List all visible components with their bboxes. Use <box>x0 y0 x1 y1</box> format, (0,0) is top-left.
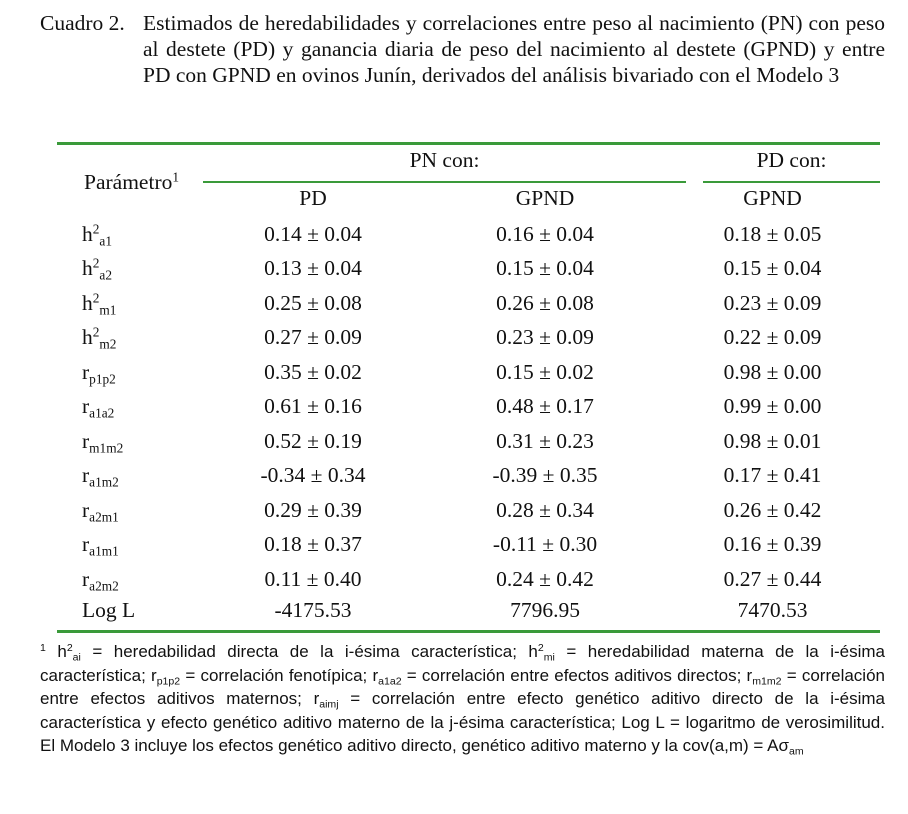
footnote-text: = correlación entre efecto genético aditivo directo de la i-ésima característica y efecto genético aditivo materno de la j-ésima característica; Log L = logaritmo de verosimilitud. El Modelo 3 incluye los efectos genético aditivo directo, genético aditivo materno y la cov(a,m) = Aσ <box>40 689 885 755</box>
parameter-subscript: a1m2 <box>89 474 119 490</box>
parameter-symbol: Log L <box>82 598 136 622</box>
table-cell: 7796.95 <box>510 598 580 622</box>
column-header-gpnd: GPND <box>515 186 575 210</box>
table-cell: 0.18 ± 0.37 <box>264 532 362 556</box>
table-cell: 0.29 ± 0.39 <box>264 498 362 522</box>
table-top-rule <box>57 142 880 145</box>
table-cell: 0.14 ± 0.04 <box>264 222 362 246</box>
table-cell: 0.13 ± 0.04 <box>264 256 362 280</box>
row-parameter <box>82 498 119 523</box>
row-parameter <box>82 325 116 350</box>
table-row <box>0 222 908 256</box>
table-cell: 0.18 ± 0.05 <box>723 222 822 246</box>
table-bottom-rule <box>57 630 880 633</box>
footnote-text: h <box>57 642 67 661</box>
footnote-text: = correlación entre efectos aditivos maternos; r <box>40 665 885 708</box>
param-header-note: 1 <box>172 169 180 185</box>
footnote-text: = correlación fenotípica; r <box>180 665 379 685</box>
table-row <box>0 598 908 632</box>
table-row <box>0 291 908 325</box>
table-cell: 0.27 ± 0.09 <box>264 325 362 349</box>
table-cell: -0.39 ± 0.35 <box>492 463 598 487</box>
parameter-symbol: r <box>82 394 90 418</box>
table-cell: 0.26 ± 0.42 <box>723 498 822 522</box>
param-header <box>84 170 179 195</box>
caption-label: Cuadro 2. <box>40 11 125 35</box>
table-row <box>0 394 908 428</box>
parameter-symbol: r <box>82 498 90 522</box>
table-cell: 0.99 ± 0.00 <box>723 394 822 418</box>
footnote-text: mi <box>543 651 555 664</box>
row-parameter <box>82 429 123 454</box>
table-cell: 0.52 ± 0.19 <box>264 429 362 453</box>
footnote-text: ai <box>72 651 81 664</box>
group-header-pd: PD con: <box>756 148 827 172</box>
table-cell: 0.23 ± 0.09 <box>496 325 594 349</box>
table-cell: 0.17 ± 0.41 <box>723 463 822 487</box>
parameter-subscript: a1 <box>99 233 113 249</box>
table-cell: 0.26 ± 0.08 <box>496 291 594 315</box>
table-cell: 0.28 ± 0.34 <box>496 498 594 522</box>
table-cell: 0.98 ± 0.00 <box>723 360 822 384</box>
group-header-pn: PN con: <box>409 148 480 172</box>
parameter-subscript: a1a2 <box>89 405 115 421</box>
parameter-subscript: a1m1 <box>89 543 119 559</box>
row-parameter <box>82 360 116 385</box>
table-caption <box>40 10 885 88</box>
table-footnote <box>40 640 885 758</box>
table-cell: 0.15 ± 0.02 <box>496 360 594 384</box>
table-row <box>0 498 908 532</box>
row-parameter <box>82 598 135 623</box>
table-cell: 0.16 ± 0.39 <box>723 532 822 556</box>
footnote-text: a1a2 <box>378 675 402 688</box>
table-cell: 0.98 ± 0.01 <box>723 429 822 453</box>
footnote-text: p1p2 <box>156 675 181 688</box>
table-cell: 0.16 ± 0.04 <box>496 222 594 246</box>
row-parameter <box>82 532 119 557</box>
parameter-symbol: h <box>82 222 93 246</box>
caption-text: Estimados de heredabilidades y correlaciones entre peso al nacimiento (PN) con peso al destete (PD) y ganancia diaria de peso del nacimiento al destete (GPND) y entre PD con GPND en ovinos Junín, derivados del análisis bivariado con el Modelo 3 <box>143 11 885 87</box>
parameter-subscript: m1 <box>99 302 117 318</box>
group-rule-pd <box>703 181 880 183</box>
row-parameter <box>82 463 119 488</box>
table-cell: 0.31 ± 0.23 <box>496 429 594 453</box>
table-row <box>0 532 908 566</box>
footnote-text: 2 <box>66 642 73 655</box>
parameter-symbol: h <box>82 256 93 280</box>
table-cell: 0.11 ± 0.40 <box>264 567 362 591</box>
table-row <box>0 256 908 290</box>
table-row <box>0 429 908 463</box>
row-parameter <box>82 256 112 281</box>
row-parameter <box>82 291 116 316</box>
table-cell: 7470.53 <box>737 598 808 622</box>
table-cell: 0.48 ± 0.17 <box>496 394 594 418</box>
footnote-text: = heredabilidad directa de la i-ésima característica; h <box>80 642 538 661</box>
parameter-subscript: a2m2 <box>89 578 119 594</box>
table-cell: 0.35 ± 0.02 <box>264 360 362 384</box>
column-header-gpnd-pd: GPND <box>743 186 802 210</box>
footnote-text: = correlación entre efectos aditivos directos; r <box>401 665 753 685</box>
parameter-subscript: m2 <box>99 336 117 352</box>
table-cell: 0.15 ± 0.04 <box>496 256 594 280</box>
table-cell: 0.25 ± 0.08 <box>264 291 362 315</box>
footnote-marker: 1 <box>40 642 46 655</box>
parameter-symbol: r <box>82 567 90 591</box>
table-row <box>0 463 908 497</box>
table-cell: -4175.53 <box>274 598 352 622</box>
parameter-subscript: a2 <box>99 267 113 283</box>
parameter-symbol: r <box>82 429 90 453</box>
parameter-subscript: m1m2 <box>89 440 124 456</box>
table-row <box>0 567 908 601</box>
parameter-symbol: r <box>82 463 90 487</box>
row-parameter <box>82 394 114 419</box>
parameter-superscript: 2 <box>92 290 100 306</box>
table-cell: 0.24 ± 0.42 <box>496 567 594 591</box>
table-cell: 0.27 ± 0.44 <box>723 567 822 591</box>
footnote-text: 2 <box>537 642 544 655</box>
table-cell: 0.22 ± 0.09 <box>723 325 822 349</box>
param-header-label: Parámetro <box>84 170 173 194</box>
parameter-subscript: a2m1 <box>89 509 119 525</box>
table-cell: -0.11 ± 0.30 <box>492 532 598 556</box>
footnote-text: m1m2 <box>752 675 782 688</box>
footnote-text: am <box>788 745 804 758</box>
parameter-symbol: r <box>82 532 90 556</box>
group-rule-pn <box>203 181 686 183</box>
parameter-subscript: p1p2 <box>89 371 116 387</box>
footnote-text: aimj <box>319 698 339 711</box>
column-header-pd: PD <box>299 186 327 210</box>
table-cell: 0.15 ± 0.04 <box>723 256 822 280</box>
parameter-superscript: 2 <box>92 324 100 340</box>
row-parameter <box>82 222 112 247</box>
footnote-text: = heredabilidad materna de la i-ésima característica; r <box>40 642 886 685</box>
parameter-symbol: h <box>82 325 93 349</box>
table-cell: -0.34 ± 0.34 <box>260 463 366 487</box>
parameter-superscript: 2 <box>92 221 100 237</box>
table-cell: 0.61 ± 0.16 <box>264 394 362 418</box>
table-row <box>0 325 908 359</box>
table-cell: 0.23 ± 0.09 <box>723 291 822 315</box>
row-parameter <box>82 567 119 592</box>
table-row <box>0 360 908 394</box>
parameter-superscript: 2 <box>92 255 100 271</box>
parameter-symbol: h <box>82 291 93 315</box>
parameter-symbol: r <box>82 360 90 384</box>
